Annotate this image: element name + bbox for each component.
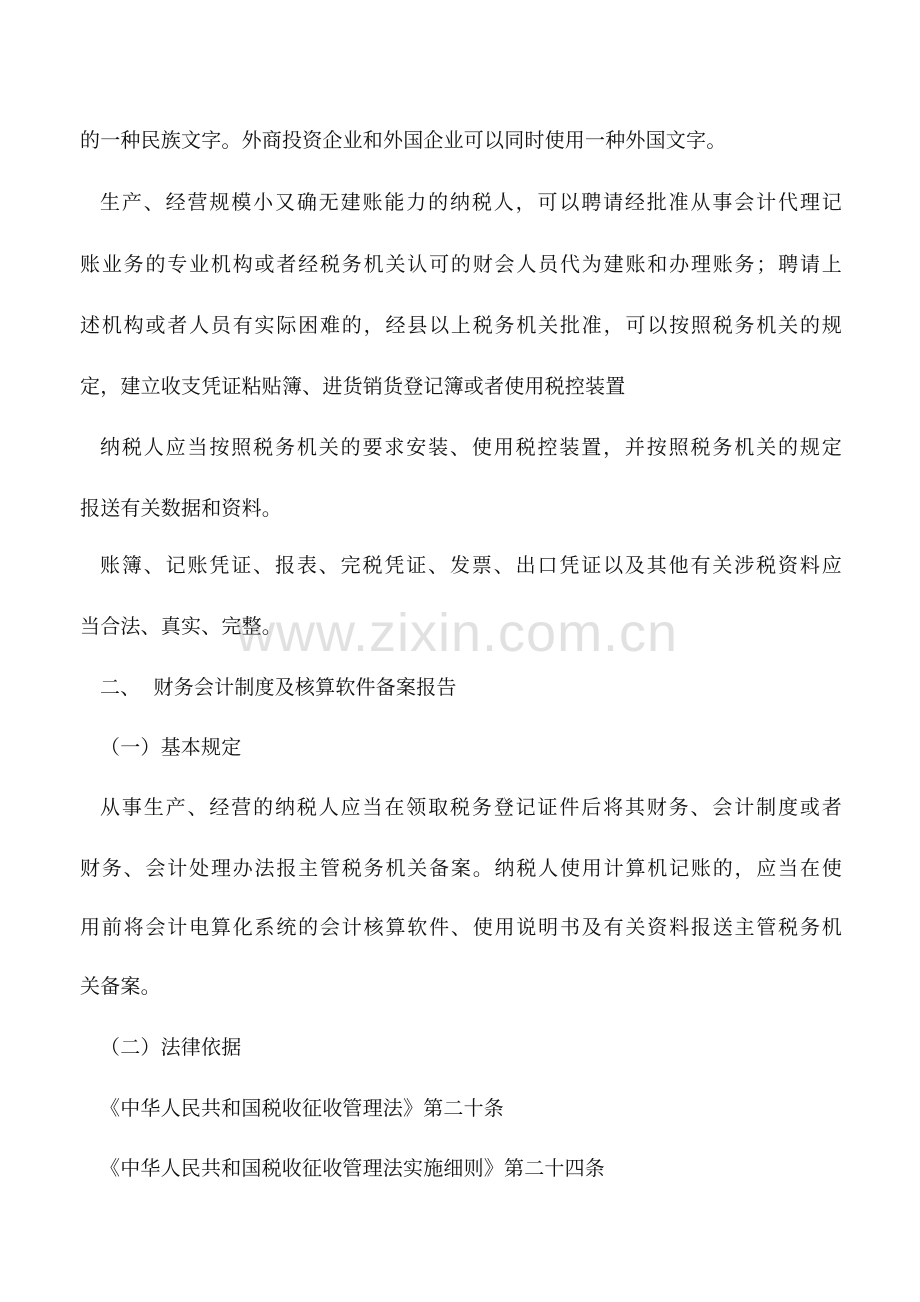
section-heading: 二、 财务会计制度及核算软件备案报告 <box>100 675 457 699</box>
paragraph-line: 纳税人应当按照税务机关的要求安装、使用税控装置，并按照税务机关的规定 <box>100 435 842 459</box>
paragraph-line: 用前将会计电算化系统的会计核算软件、使用说明书及有关资料报送主管税务机 <box>80 915 842 939</box>
paragraph-line: 账业务的专业机构或者经税务机关认可的财会人员代为建账和办理账务；聘请上 <box>80 252 842 276</box>
paragraph-line: 的一种民族文字。外商投资企业和外国企业可以同时使用一种外国文字。 <box>80 128 727 152</box>
law-reference: 《中华人民共和国税收征收管理法》第二十条 <box>100 1096 504 1120</box>
paragraph-line: 生产、经营规模小又确无建账能力的纳税人，可以聘请经批准从事会计代理记 <box>100 190 842 214</box>
paragraph-line: 从事生产、经营的纳税人应当在领取税务登记证件后将其财务、会计制度或者 <box>100 795 842 819</box>
law-reference: 《中华人民共和国税收征收管理法实施细则》第二十四条 <box>100 1156 605 1180</box>
paragraph-line: 定，建立收支凭证粘贴簿、进货销货登记簿或者使用税控装置 <box>80 374 626 398</box>
paragraph-line: 账簿、记账凭证、报表、完税凭证、发票、出口凭证以及其他有关涉税资料应 <box>100 553 842 577</box>
paragraph-line: 关备案。 <box>80 974 161 998</box>
watermark-text: www.zixin.com.cn <box>236 603 679 663</box>
paragraph-line: 述机构或者人员有实际困难的，经县以上税务机关批准，可以按照税务机关的规 <box>80 313 842 337</box>
paragraph-line: 财务、会计处理办法报主管税务机关备案。纳税人使用计算机记账的，应当在使 <box>80 856 842 880</box>
paragraph-line: 报送有关数据和资料。 <box>80 496 282 520</box>
subsection-heading: （二）法律依据 <box>100 1035 242 1059</box>
paragraph-line: 当合法、真实、完整。 <box>80 614 282 638</box>
subsection-heading: （一）基本规定 <box>100 735 242 759</box>
